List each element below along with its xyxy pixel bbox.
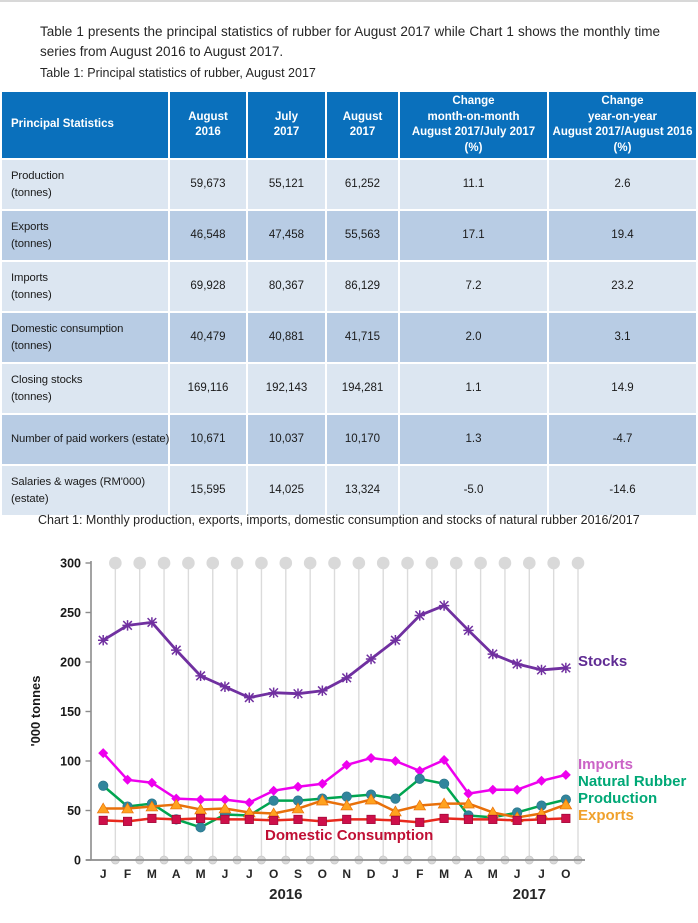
- table-value-cell: 3.1: [549, 313, 696, 362]
- gridline-top-dot: [206, 557, 219, 570]
- month-label: F: [416, 867, 424, 881]
- gridline-top-dot: [280, 557, 293, 570]
- series-label: Natural Rubber: [578, 773, 687, 790]
- series-label: Domestic Consumption: [265, 827, 434, 844]
- gridline-top-dot: [401, 557, 414, 570]
- month-label: O: [561, 867, 571, 881]
- table-value-cell: 47,458: [248, 211, 325, 260]
- table-header-cell: July 2017: [248, 92, 325, 158]
- series-label: Exports: [578, 807, 634, 824]
- table-value-cell: -14.6: [549, 466, 696, 515]
- table-value-cell: 40,881: [248, 313, 325, 362]
- table-value-cell: 13,324: [327, 466, 398, 515]
- y-axis-title: '000 tonnes: [28, 675, 43, 747]
- series-label: Production: [578, 790, 658, 807]
- y-tick-label: 150: [60, 705, 81, 719]
- principal-statistics-table: [0, 90, 698, 517]
- gridline-top-dot: [426, 557, 439, 570]
- table-value-cell: 10,671: [170, 415, 246, 464]
- table-value-cell: 61,252: [327, 160, 398, 209]
- row-label-cell: Exports (tonnes): [2, 211, 168, 260]
- y-tick-label: 0: [74, 853, 81, 868]
- row-label-cell: Number of paid workers (estate): [2, 415, 168, 464]
- table-value-cell: 59,673: [170, 160, 246, 209]
- month-label: O: [268, 867, 279, 881]
- gridline-top-dot: [304, 557, 317, 570]
- table-header-cell: August 2016: [170, 92, 246, 158]
- table-header-cell: August 2017: [327, 92, 398, 158]
- table-value-cell: 41,715: [327, 313, 398, 362]
- x-axis-labels: [100, 867, 571, 903]
- table-value-cell: 1.3: [400, 415, 547, 464]
- chart-svg: [0, 548, 698, 923]
- table-value-cell: 46,548: [170, 211, 246, 260]
- year-label: 2016: [269, 886, 303, 903]
- table-value-cell: 192,143: [248, 364, 325, 413]
- row-label-cell: Salaries & wages (RM'000) (estate): [2, 466, 168, 515]
- table-value-cell: 69,928: [170, 262, 246, 311]
- table-header-cell: Change month-on-month August 2017/July 2017 (%): [400, 92, 547, 158]
- chart-caption: Chart 1: Monthly production, exports, imports, domestic consumption and stocks of natural rubber 2016/2017: [38, 513, 640, 527]
- gridline-top-dot: [499, 557, 512, 570]
- month-label: M: [195, 867, 206, 881]
- row-label-cell: Domestic consumption (tonnes): [2, 313, 168, 362]
- intro-paragraph: Table 1 presents the principal statistics of rubber for August 2017 while Chart 1 shows the monthly time series from August 2016 to August 2017.: [40, 23, 660, 60]
- month-label: J: [392, 867, 399, 881]
- month-label: D: [366, 867, 376, 881]
- table-value-cell: 10,037: [248, 415, 325, 464]
- gridline-top-dot: [255, 557, 268, 570]
- gridline-top-dot: [231, 557, 244, 570]
- year-label: 2017: [512, 886, 547, 903]
- month-label: J: [245, 867, 253, 881]
- gridline-top-dot: [523, 557, 536, 570]
- month-label: F: [123, 867, 132, 881]
- table-value-cell: -5.0: [400, 466, 547, 515]
- gridline-top-dot: [450, 557, 463, 570]
- table-caption: Table 1: Principal statistics of rubber, August 2017: [40, 66, 316, 80]
- table-value-cell: 7.2: [400, 262, 547, 311]
- month-label: J: [513, 867, 521, 881]
- table-value-cell: 2.6: [549, 160, 696, 209]
- table-body: [2, 160, 696, 515]
- gridline-top-dot: [572, 557, 585, 570]
- month-label: M: [487, 867, 498, 881]
- table-value-cell: 2.0: [400, 313, 547, 362]
- table-value-cell: 17.1: [400, 211, 547, 260]
- row-label-cell: Imports (tonnes): [2, 262, 168, 311]
- table-row: [2, 313, 696, 362]
- row-label-cell: Closing stocks (tonnes): [2, 364, 168, 413]
- y-tick-label: 200: [60, 655, 81, 670]
- table-row: [2, 211, 696, 260]
- gridline-top-dot: [474, 557, 487, 570]
- table-value-cell: 55,563: [327, 211, 398, 260]
- table-header-cell: Principal Statistics: [2, 92, 168, 158]
- table-value-cell: 194,281: [327, 364, 398, 413]
- table-value-cell: 86,129: [327, 262, 398, 311]
- gridline-top-dot: [353, 557, 366, 570]
- table-value-cell: 14.9: [549, 364, 696, 413]
- table-value-cell: 14,025: [248, 466, 325, 515]
- month-label: J: [99, 867, 107, 881]
- month-label: J: [538, 867, 545, 881]
- gridline-top-dot: [377, 557, 390, 570]
- month-label: J: [221, 867, 229, 881]
- table-value-cell: 15,595: [170, 466, 246, 515]
- table-value-cell: 11.1: [400, 160, 547, 209]
- table-value-cell: 1.1: [400, 364, 547, 413]
- y-tick-label: 100: [60, 754, 81, 769]
- series-label: Imports: [578, 756, 634, 773]
- gridline-top-dot: [158, 557, 171, 570]
- gridline-top-dot: [328, 557, 341, 570]
- table-value-cell: -4.7: [549, 415, 696, 464]
- y-tick-label: 300: [60, 556, 81, 571]
- table-value-cell: 19.4: [549, 211, 696, 260]
- table-header: [2, 92, 696, 158]
- series-label: Stocks: [578, 653, 628, 670]
- table-value-cell: 23.2: [549, 262, 696, 311]
- month-label: M: [439, 867, 450, 881]
- table-value-cell: 80,367: [248, 262, 325, 311]
- gridline-top-dot: [547, 557, 560, 570]
- row-label-cell: Production (tonnes): [2, 160, 168, 209]
- table-row: [2, 364, 696, 413]
- month-label: N: [342, 867, 352, 881]
- y-tick-label: 50: [67, 804, 81, 818]
- month-label: A: [464, 867, 473, 881]
- table-row: [2, 160, 696, 209]
- table-row: [2, 262, 696, 311]
- gridline-top-dot: [109, 557, 122, 570]
- table-row: [2, 466, 696, 515]
- gridline-top-dot: [182, 557, 195, 570]
- table-value-cell: 40,479: [170, 313, 246, 362]
- table-header-row: [2, 92, 696, 158]
- month-label: O: [317, 867, 328, 881]
- table-value-cell: 55,121: [248, 160, 325, 209]
- month-label: S: [293, 867, 303, 881]
- table-value-cell: 169,116: [170, 364, 246, 413]
- month-label: M: [146, 867, 157, 881]
- table-header-cell: Change year-on-year August 2017/August 2016 (%): [549, 92, 696, 158]
- table-value-cell: 10,170: [327, 415, 398, 464]
- month-label: A: [171, 867, 181, 881]
- table-row: [2, 415, 696, 464]
- y-tick-label: 250: [60, 606, 81, 620]
- gridline-top-dot: [133, 557, 146, 570]
